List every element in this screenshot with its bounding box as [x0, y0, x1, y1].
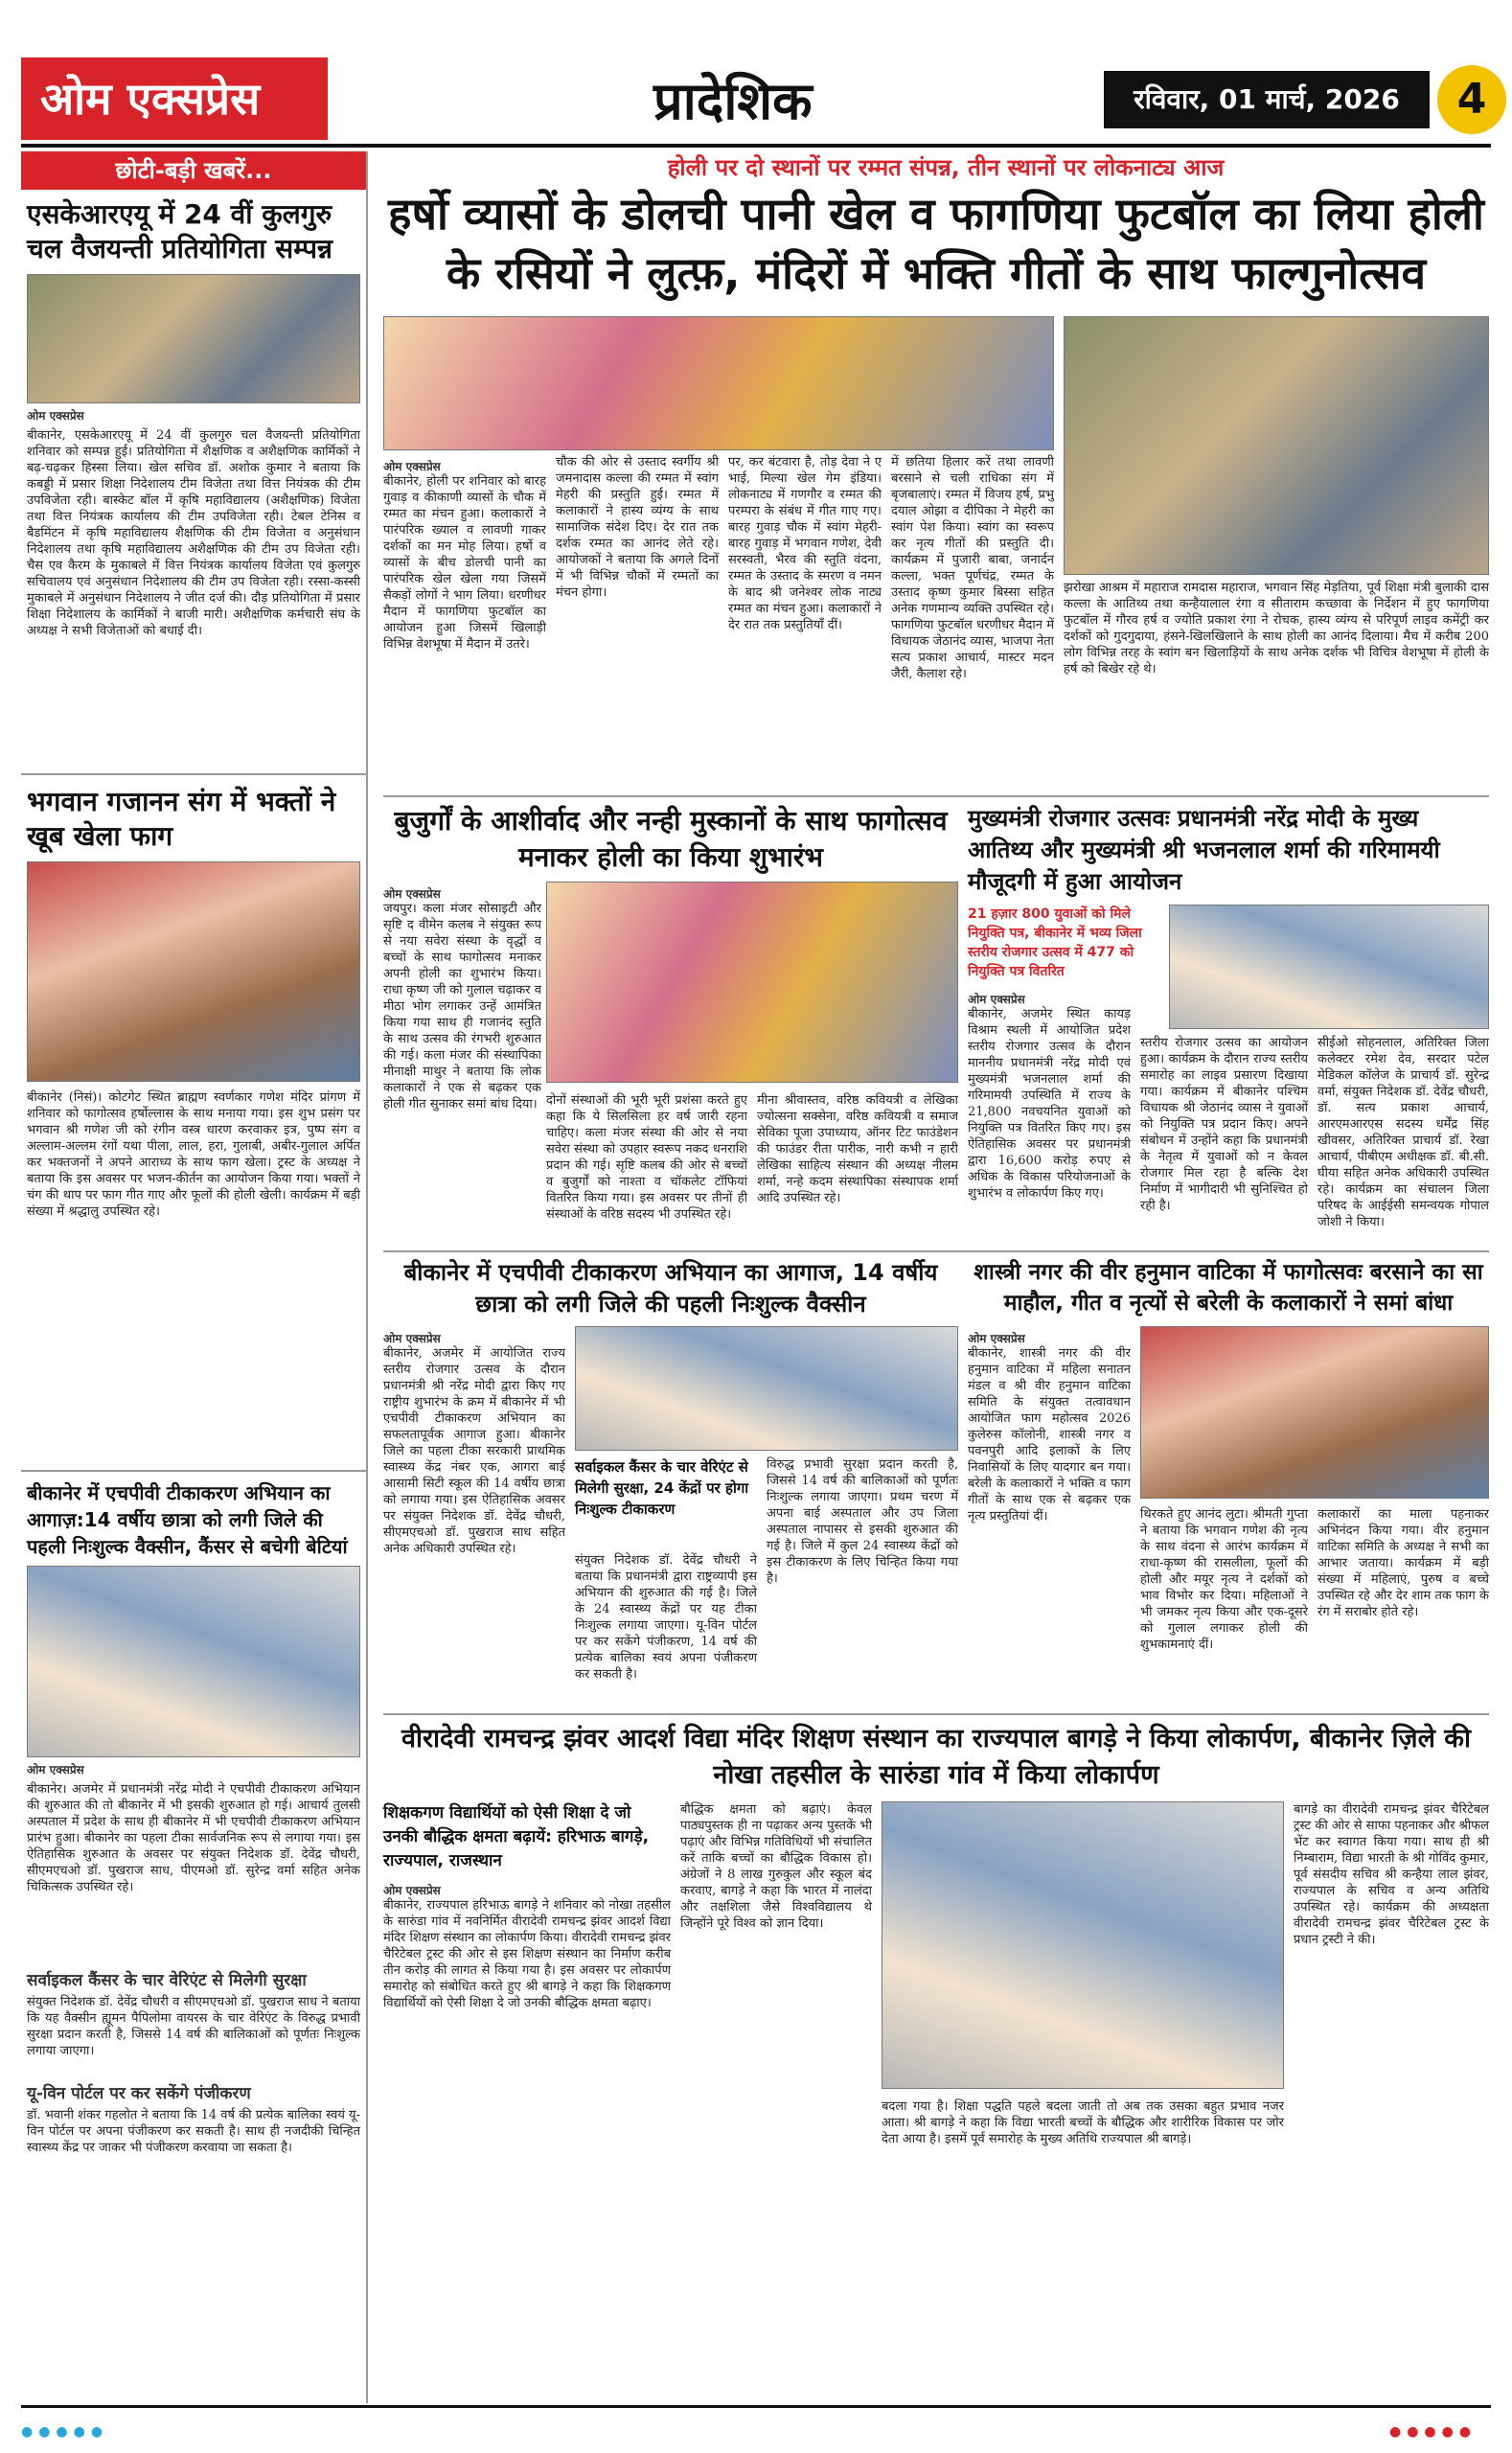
story-e-col1: बीकानेर, शास्त्री नगर की वीर हनुमान वाटिका में महिला सनातन मंडल व श्री वीर हनुमान वाटिका समिति के संयुक्त तत्वावधान आयोजित फाग महोत्सव 2026 कुलेरुस कॉलोनी, शास्त्री नगर व पवनपुरी आदि इलाकों के लिए निवासियों के लिए यादगार बन गया। बरेली के कलाकारों ने भक्ति व फाग गीतों के साथ एक से बढ़कर एक नृत्य प्रस्तुतियां दीं।	[968, 1346, 1131, 1524]
story-b-col1: जयपुर। कला मंजर सोसाइटी और सृष्टि द वीमेन कलब ने संयुक्त रूप से नया सवेरा संस्था के वृद्धों व बच्चों के साथ फागोत्सव मनाकर अपनी होली का शुभारंभ किया। राधा कृष्ण जी को गुलाल चढ़ाकर व मीठा भोग लगाकर उन्हें आमंत्रित किया गया साथ ही गजानंद स्तुति के साथ उत्सव की रंगभरी शुरुआत की गई। कला मंजर की संस्थापिका मीनाक्षी माथुर ने बताया कि लोक कलाकारों ने एक से बढ़कर एक होली गीत सुनाकर समां बांध दिया।	[383, 902, 541, 1112]
story-f-col4: बागड़े का वीरादेवी रामचन्द्र झंवर चैरिटेबल ट्रस्ट की ओर से साफा पहनाकर और श्रीफल भेंट कर स्वागत किया गया। साथ ही श्री निम्बाराम, विद्या भारती के श्री गोविंद कुमार, पूर्व संसदीय सचिव श्री कन्हैया लाल झंवर, राज्यपाल के सचिव व अन्य अतिथि उपस्थित रहे। कार्यक्रम की अध्यक्षता वीरादेवी रामचन्द्र झंवर चैरिटेबल ट्रस्ट के प्रधान ट्रस्टी ने की।	[1294, 1802, 1489, 1947]
story-b-col2: दोनों संस्थाओं की भूरी भूरी प्रशंसा करते हुए कहा कि ये सिलसिला हर वर्ष जारी रहना चाहिए। कला मंजर संस्था की ओर से नया सवेरा संस्था को उपहार स्वरूप नकद धनराशि प्रदान की गई। सृष्टि कलब की ओर से बच्चों व बुजुर्गों को नाश्ता व चॉकलेट टॉफियां वितरित किया गया। इस अवसर पर तीनों ही संस्थाओं के वरिष्ठ सदस्य भी उपस्थित रहे।	[546, 1093, 747, 1222]
rojgar-photo	[1169, 905, 1489, 1029]
story-e-col3: कलाकारों का माला पहनाकर अभिनंदन किया गया। वीर हनुमान वाटिका समिति के अध्यक्ष ने सभी का आभार जताया। कार्यक्रम में बड़ी संख्या में महिलाएं, पुरुष व बच्चे उपस्थित रहे और देर शाम तक फाग के रंग में सराबोर होते रहे।	[1317, 1507, 1489, 1619]
byline: ओम एक्सप्रेस	[27, 1763, 84, 1777]
byline: ओम एक्सप्रेस	[383, 1332, 441, 1345]
story-c-col2: स्तरीय रोजगार उत्सव का आयोजन हुआ। कार्यक्रम के दौरान राज्य स्तरीय समारोह का लाइव प्रसारण दिखाया गया। कार्यक्रम में बीकानेर पश्चिम विधायक श्री जेठानंद व्यास ने युवाओं को नियुक्ति पत्र प्रदान किए। अपने संबोधन में उन्होंने कहा कि प्रधानमंत्री के नेतृत्व में युवाओं को न केवल रोजगार मिल रहा है बल्कि देश निर्माण में भागीदारी भी सुनिश्चित हो रही है।	[1140, 1036, 1308, 1213]
story-heading: भगवान गजानन संग में भक्तों ने खूब खेला फाग	[27, 786, 336, 852]
byline: ओम एक्सप्रेस	[968, 993, 1025, 1006]
issue-date: रविवार, 01 मार्च, 2026	[1104, 71, 1430, 128]
byline: ओम एक्सप्रेस	[383, 887, 441, 901]
divider	[383, 1713, 1489, 1715]
story-d-col3: विरुद्ध प्रभावी सुरक्षा प्रदान करती है, जिससे 14 वर्ष की बालिकाओं को पूर्णतः निःशुल्क लगाया जाएगा। प्रथम चरण में अपना बाई अस्पताल और उप जिला अस्पताल नापासर से इसकी शुरुआत की गई है। जिले में कुल 24 स्वास्थ्य केंद्रों को इस टीकाकरण के लिए चिन्हित किया गया है।	[767, 1457, 958, 1586]
story-body: बीकानेर, एसकेआरएयू में 24 वीं कुलगुरु चल वैजयन्ती प्रतियोगिता शनिवार को सम्पन्न हुई। प्रतियोगिता में शैक्षणिक व अशैक्षणिक कार्मिकों ने बढ़-चढ़कर हिस्सा लिया। खेल सचिव डॉ. अशोक कुमार ने बताया कि कबड्डी में प्रसार शिक्षा निदेशालय टीम विजेता तथा वित्त नियंत्रक की टीम उपविजेता रही। बास्केट बॉल में कृषि महाविद्यालय (अशैक्षणिक) विजेता तथा वित्त नियंत्रक कार्यालय की टीम उपविजेता रही। टेबल टेनिस व बैडमिंटन में कृषि महाविद्यालय शैक्षणिक की टीम विजेता व अनुसंधान निदेशालय तथा कृषि महाविद्यालय अशैक्षणिक की टीम उप विजेता रही। चैस एव कैरम के मुकाबले में वित्त नियंत्रक कार्यालय विजेता एवं कुलगुरु सचिवालय एवं अनुसंधान निदेशालय की टीम उप विजेता रही। रस्सा-कस्सी मुकाबले में अनुसंधान निदेशालय ने जीत दर्ज की। दौड़ प्रतियोगिता में प्रसार शिक्षा निदेशालय के कार्मिकों ने बाजी मारी। अशैक्षणिक कर्मचारी संघ के अध्यक्ष ने सभी विजेताओं को बधाई दी।	[27, 428, 360, 638]
lead-headline: हर्षो व्यासों के डोलची पानी खेल व फागणिया फुटबॉल का लिया होली के रसियों ने लुत्फ़, मंदिरों में भक्ति गीतों के साथ फाल्गुनोत्सव	[388, 188, 1484, 299]
box-heading: शिक्षकगण विद्यार्थियों को ऐसी शिक्षा दे जो उनकी बौद्धिक क्षमता बढ़ायें: हरिभाऊ बागड़े, राज्यपाल, राजस्थान	[383, 1803, 650, 1870]
holi-crowd-photo	[383, 316, 1054, 450]
lead-body-col2: चौक की ओर से उस्ताद स्वर्गीय श्री जमनादास कल्ला की रम्मत में स्वांग मेहरी की प्रस्तुति हुई। रम्मत में कलाकारों ने हास्य व्यंग्य के साथ सामाजिक संदेश दिए। देर रात तक दर्शक रम्मत का आनंद लेते रहे। आयोजकों ने बताया कि अगले दिनों में भी विभिन्न चौकों में रम्मतों का मंचन होगा।	[556, 455, 719, 600]
story-d-col1: बीकानेर, अजमेर में आयोजित राज्य स्तरीय रोजगार उत्सव के दौरान प्रधानमंत्री श्री नरेंद्र मोदी द्वारा किए गए राष्ट्रीय शुभारंभ के क्रम में बीकानेर में भी एचपीवी टीकाकरण अभियान का सफलतापूर्वक आगाज हुआ। बीकानेर जिले का पहला टीका सरकारी प्राथमिक स्वास्थ्य केंद्र नंबर एक, आगरा बाई आसामी सिटी स्कूल की 14 वर्षीय छात्रा को लगाया गया। इस ऐतिहासिक अवसर पर संयुक्त निदेशक डॉ. देवेंद्र चौधरी, सीएमएचओ डॉ. पुखराज साध सहित अनेक अधिकारी उपस्थित रहे।	[383, 1346, 565, 1556]
registration-marks-left: ●●●●●	[21, 2424, 109, 2440]
story-heading: बुजुर्गों के आशीर्वाद और नन्ही मुस्कानों के साथ फागोत्सव मनाकर होली का किया शुभारंभ	[394, 805, 948, 873]
story-f-col3: बदला गया है। शिक्षा पद्धति पहले बदला जाती तो अब तक उसका बहुत प्रभाव नजर आता। श्री बागड़े ने कहा कि विद्या भारती बच्चों के बौद्धिक और शारीरिक विकास पर जोर देता आया है। इसमें पूर्व समारोह के मुख्य अतिथि राज्यपाल श्री बागड़े।	[882, 2099, 1284, 2146]
sub-heading: यू-विन पोर्टल पर कर सकेंगे पंजीकरण	[27, 2084, 251, 2103]
story-f-col1: बीकानेर, राज्यपाल हरिभाऊ बागड़े ने शनिवार को नोखा तहसील के सारुंडा गांव में नवनिर्मित वीरादेवी रामचन्द्र झंवर आदर्श विद्या मंदिर शिक्षण संस्थान का लोकार्पण किया। वीरादेवी रामचन्द्र झंवर चैरिटेबल ट्रस्ट की ओर से इस शिक्षण संस्थान का निर्माण करीब तीन करोड़ की लागत से किया गया है। इस अवसर पर लोकार्पण समारोह को संबोधित करते हुए श्री बागड़े ने कहा कि शिक्षकगण विद्यार्थियों को ऐसी शिक्षा दे जो उनकी बौद्धिक क्षमता बढ़ाए।	[383, 1898, 671, 2010]
story-heading: वीरादेवी रामचन्द्र झंवर आदर्श विद्या मंदिर शिक्षण संस्थान का राज्यपाल बागड़े ने किया लोकार्पण, बीकानेर ज़िले की नोखा तहसील के सारुंडा गांव में किया लोकार्पण	[401, 1724, 1472, 1790]
sub-heading: सर्वाइकल कैंसर के चार वेरिएंट से मिलेगी सुरक्षा	[27, 1971, 307, 1990]
story-e-col2: थिरकते हुए आनंद लुटा। श्रीमती गुप्ता ने बताया कि भगवान गणेश की नृत्य के साथ वंदना से आरंभ कार्यक्रम में राधा-कृष्ण की रासलीला, फूलों की होली और मयूर नृत्य ने दर्शकों को भाव विभोर कर दिया। महिलाओं ने भी जमकर नृत्य किया और एक-दूसरे को गुलाल लगाकर होली की शुभकामनाएं दीं।	[1140, 1507, 1308, 1652]
lead-body-col5: झरोखा आश्रम में महाराज रामदास महाराज, भगवान सिंह मेड़तिया, पूर्व शिक्षा मंत्री बुलाकी दास कल्ला के आतिथ्य तथा कन्हैयालाल रंगा व सीताराम कच्छावा के निर्देशन में हुए फागणिया फुटबॉल में गौरव हर्ष व ज्योति प्रकाश रंगा ने रोचक, हास्य व्यंग्य से परिपूर्ण लाइव कमेंट्री कर दर्शकों को गुदगुदाया, हंसने-खिलखिलाने के साथ होली का आनंद दिलाया। मैच में करीब 200 लोग विभिन्न तरह के स्वांग बन खिलाड़ियों के साथ अनेक दर्शक भी विचित्र वेशभूषा में होली के हर्ष को बिखेर रहे थे।	[1064, 581, 1489, 676]
section-title: प्रादेशिक	[653, 71, 813, 131]
masthead	[21, 57, 1491, 144]
byline: ओम एक्सप्रेस	[383, 1884, 441, 1897]
footer-rule	[21, 2405, 1491, 2408]
registration-marks-right: ●●●●●	[1389, 2424, 1478, 2440]
box-heading: 21 हज़ार 800 युवाओं को मिले नियुक्ति पत्र, बीकानेर में भव्य जिला स्तरीय रोजगार उत्सव में 477 को नियुक्ति पत्र वितरित	[968, 906, 1142, 979]
masthead-rule	[21, 144, 1491, 148]
fagotsav-photo	[546, 882, 958, 1083]
inauguration-photo	[882, 1801, 1284, 2089]
divider	[383, 795, 1489, 797]
left-column	[21, 151, 368, 2403]
story-heading: बीकानेर में एचपीवी टीकाकरण अभियान का आगाज़:14 वर्षीय छात्रा को लगी जिले की पहली निःशुल्क वैक्सीन, कैंसर से बचेगी बेटियां	[27, 1481, 348, 1558]
story-d-col2: संयुक्त निदेशक डॉ. देवेंद्र चौधरी ने बताया कि प्रधानमंत्री द्वारा राष्ट्रव्यापी इस अभियान की शुरुआत की गई है। जिले के 24 स्वास्थ्य केंद्रों पर यह टीका निःशुल्क लगाया जाएगा। यू-विन पोर्टल पर कर सकेंगे पंजीकरण, 14 वर्ष की प्रत्येक बालिका स्वयं अपना पंजीकरण कर सकती है।	[575, 1553, 757, 1682]
story-heading: मुख्यमंत्री रोजगार उत्सवः प्रधानमंत्री नरेंद्र मोदी के मुख्य आतिथ्य और मुख्यमंत्री श्री भजनलाल शर्मा की गरिमामयी मौजूदगी में हुआ आयोजन	[968, 805, 1440, 895]
byline: ओम एक्सप्रेस	[383, 460, 441, 473]
news-photo	[27, 861, 360, 1082]
hanuman-vatika-photo	[1140, 1326, 1489, 1499]
story-body: बीकानेर (निसं)। कोटगेट स्थित ब्राह्मण स्वर्णकार गणेश मंदिर प्रांगण में शनिवार को फागोत्सव हर्षोल्लास के साथ मनाया गया। इस शुभ प्रसंग पर भगवान श्री गणेश जी को रंगीन वस्त्र धारण करवाकर इत्र, पुष्प संग व अल्लाम-अल्लम रंगों यथा पीला, लाल, हरा, गुलाबी, अबीर-गुलाल अर्पित कर भक्तजनों ने अपने आराध्य के साथ फाग खेला। ट्रस्ट के अध्यक्ष ने बताया कि इस अवसर पर भजन-कीर्तन का आयोजन किया गया। भक्तों ने चंग की थाप पर फाग गीत गाए और फूलों की होली खेली। कार्यक्रम में बड़ी संख्या में श्रद्धालु उपस्थित रहे।	[27, 1090, 360, 1219]
box-heading: सर्वाइकल कैंसर के चार वेरिएंट से मिलेगी सुरक्षा, 24 केंद्रों पर होगा निःशुल्क टीकाकरण	[575, 1458, 749, 1518]
story-c-col1: बीकानेर, अजमेर स्थित कायड़ विश्राम स्थली में आयोजित प्रदेश स्तरीय रोजगार उत्सव के दौरान माननीय प्रधानमंत्री नरेंद्र मोदी एवं मुख्यमंत्री भजनलाल शर्मा की गरिमामयी उपस्थिति में राज्य के 21,800 नवचयनित युवाओं को नियुक्ति पत्र वितरित किए गए। इस ऐतिहासिक अवसर पर प्रधानमंत्री द्वारा 16,600 करोड़ रुपए से अधिक के विकास परियोजनाओं के शुभारंभ व लोकार्पण किए गए।	[968, 1007, 1131, 1201]
story-f-col2: बौद्धिक क्षमता को बढ़ाएं। केवल पाठ्यपुस्तक ही ना पढ़ाकर अन्य पुस्तकें भी पढ़ाएं और विभिन्न गतिविधियों भी संचालित करें ताकि बच्चों का बौद्धिक विकास हो। अंग्रेजों ने 8 लाख गुरुकुल और स्कूल बंद करवाए, बागड़े ने कहा कि भारत में नालंदा और तक्षशिला जैसे विश्वविद्यालय थे जिन्होंने पूरे विश्व को ज्ञान दिया।	[680, 1802, 872, 1931]
divider	[383, 1250, 1489, 1252]
byline: ओम एक्सप्रेस	[968, 1332, 1025, 1345]
newspaper-logo: ओम एक्सप्रेस	[21, 57, 328, 140]
lead-kicker: होली पर दो स्थानों पर रम्मत संपन्न, तीन स्थानों पर लोकनाट्य आज	[667, 154, 1225, 181]
news-photo	[27, 1566, 360, 1757]
football-photo	[1064, 316, 1489, 575]
story-body: संयुक्त निदेशक डॉ. देवेंद्र चौधरी व सीएमएचओ डॉ. पुखराज साध ने बताया कि यह वैक्सीन ह्यूमन पैपिलोमा वायरस के चार वेरिएंट के विरुद्ध प्रभावी सुरक्षा प्रदान करती है, जिससे 14 वर्ष की बालिकाओं को पूर्णतः निःशुल्क लगाया जाएगा।	[27, 1995, 360, 2058]
story-body: डॉ. भवानी शंकर गहलोत ने बताया कि 14 वर्ष की प्रत्येक बालिका स्वयं यू-विन पोर्टल पर अपना पंजीकरण कर सकती है। साथ ही नजदीकी चिन्हित स्वास्थ्य केंद्र पर जाकर भी पंजीकरण करवाया जा सकता है।	[27, 2108, 360, 2155]
page-number: 4	[1437, 65, 1506, 134]
story-body: बीकानेर। अजमेर में प्रधानमंत्री नरेंद्र मोदी ने एचपीवी टीकाकरण अभियान की शुरुआत की तो बीकानेर में भी इसकी शुरुआत हो गई। आचार्य तुलसी अस्पताल में प्रदेश के साथ ही बीकानेर में भी एचपीवी टीकाकरण अभियान प्रारंभ हुआ। बीकानेर का पहला टीका सार्वजनिक रूप से लगाया गया। इस ऐतिहासिक शुरुआत के अवसर पर संयुक्त निदेशक डॉ. देवेंद्र चौधरी, सीएमएचओ डॉ. पुखराज साध, पीएमओ डॉ. सुरेन्द्र वर्मा सहित अनेक चिकित्सक उपस्थित रहे।	[27, 1782, 360, 1894]
divider	[21, 1470, 366, 1472]
lead-body-col3: पर, कर बंटवारा है, तोड़ देवा ने ए भाई, मिल्या खेल गेम इंडिया। लोकनाट्य में गणगौर व रम्मत की परम्परा के संबंध में गीत गाए गए। बारह गुवाड़ चौक में स्वांग मेहरी-बारह गुवाड़ में भगवान गणेश, देवी सरस्वती, भैरव की स्तुति वंदना, रम्मत के उस्ताद के स्मरण व नमन के बाद श्री जनेश्वर लोक नाट्य रम्मत का मंचन हुआ। कलाकारों ने देर रात तक प्रस्तुतियाँ दीं।	[728, 455, 882, 632]
short-news-banner: छोटी-बड़ी खबरें...	[21, 151, 366, 190]
vaccine-photo	[575, 1326, 958, 1451]
story-b-col3: मीना श्रीवास्तव, वरिष्ठ कवियत्री व लेखिका ज्योत्सना सक्सेना, वरिष्ठ कवियत्री व समाज सेविका पूजा उपाध्याय, ऑनर टिट फाउंडेशन की फाउंडर रीता पारीक, नारी कभी न हारी लेखिका साहित्य संस्थान की अध्यक्ष नीलम शर्मा, नन्हे कदम संस्थापिका संस्थापक शर्मा आदि उपस्थित रहे।	[757, 1093, 958, 1205]
story-heading: बीकानेर में एचपीवी टीकाकरण अभियान का आगाज, 14 वर्षीय छात्रा को लगी जिले की पहली निःशुल्क वैक्सीन	[403, 1259, 938, 1318]
lead-body-col1: बीकानेर, होली पर शनिवार को बारह गुवाड़ व कीकाणी व्यासों के चौक में रम्मत का मंचन हुआ। कलाकारों ने पारंपरिक ख्याल व लावणी गाकर दर्शकों का मन मोह लिया। हर्षो व व्यासों के बीच डोलची पानी का पारंपरिक खेल खेला गया जिसमें सैकड़ों लोगों ने भाग लिया। धरणीधर मैदान में फागणिया फुटबॉल का आयोजन हुआ जिसमें खिलाड़ी विभिन्न वेशभूषा में मैदान में उतरे।	[383, 474, 546, 652]
story-heading: एसकेआरएयू में 24 वीं कुलगुरु चल वैजयन्ती प्रतियोगिता सम्पन्न	[27, 198, 333, 264]
lead-body-col4: में छतिया हिलार करें तथा लावणी बरसाने से चली राधिका संग में बृजबालाएं। रम्मत में विजय हर्ष, प्रभु दयाल ओझा व दीपिका ने मेहरी का स्वांग पेश किया। स्वांग का स्वरूप कर नृत्य गीतों की प्रस्तुति दी। कार्यक्रम में पुजारी बाबा, जनार्दन कल्ला, भक्त पूर्णचंद्र, रम्मत के उस्ताद कृष्ण कुमार बिस्सा सहित अनेक गणमान्य व्यक्ति उपस्थित रहे। फागणिया फुटबॉल धरणीधर मैदान में विधायक जेठानंद व्यास, भाजपा नेता सत्य प्रकाश आचार्य, मास्टर मदन जैरी, कैलाश रहे।	[891, 455, 1054, 681]
byline: ओम एक्सप्रेस	[27, 409, 84, 423]
news-photo	[27, 274, 360, 403]
divider	[21, 773, 366, 775]
story-c-col3: सीईओ सोहनलाल, अतिरिक्त जिला कलेक्टर रमेश देव, सरदार पटेल मेडिकल कॉलेज के प्राचार्य डॉ. सुरेन्द्र वर्मा, संयुक्त निदेशक डॉ. देवेंद्र चौधरी, डॉ. सत्य प्रकाश आचार्य, आरएमआरएस सदस्य धर्मेंद्र सिंह खीवसर, अतिरिक्त प्राचार्य डॉ. रेखा आचार्य, पीबीएम अधीक्षक डॉ. बी.सी. घीया सहित अनेक अधिकारी उपस्थित रहे। कार्यक्रम का संचालन जिला परिषद के आईईसी समन्वयक गोपाल जोशी ने किया।	[1317, 1036, 1489, 1229]
story-heading: शास्त्री नगर की वीर हनुमान वाटिका में फागोत्सवः बरसाने का सा माहौल, गीत व नृत्यों से बरेली के कलाकारों ने समां बांधा	[974, 1260, 1483, 1316]
